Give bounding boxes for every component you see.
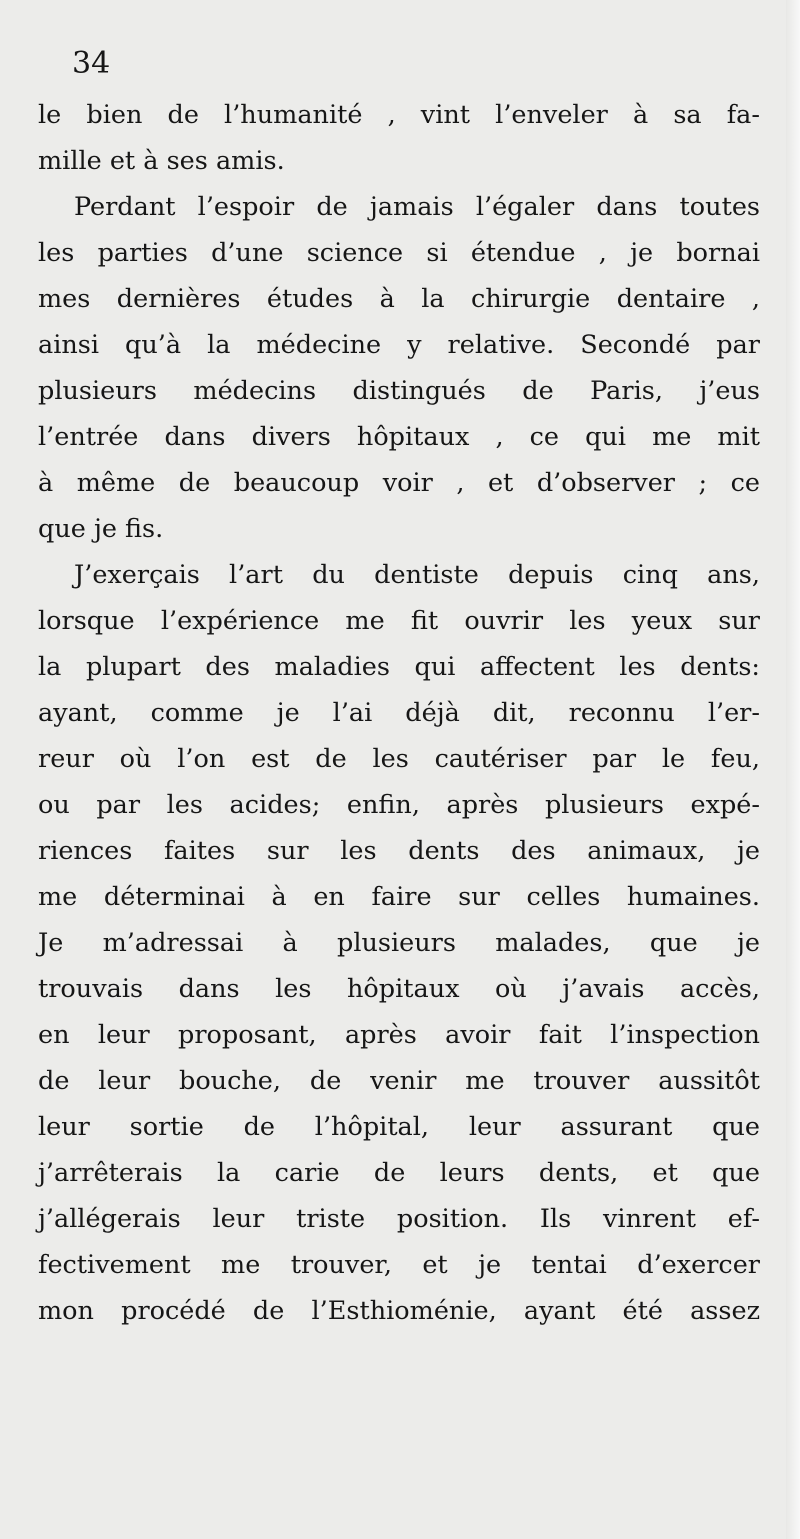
text-line: leur sortie de l’hôpital, leur assurant que bbox=[38, 1112, 760, 1142]
text-line: en leur proposant, après avoir fait l’inspection bbox=[38, 1020, 760, 1050]
text-line: mille et à ses amis. bbox=[38, 146, 285, 176]
text-line: ayant, comme je l’ai déjà dit, reconnu l’er- bbox=[38, 698, 760, 728]
text-line: la plupart des maladies qui affectent les dents: bbox=[38, 652, 760, 682]
text-line: ou par les acides; enfin, après plusieurs expé- bbox=[38, 790, 760, 820]
text-line: les parties d’une science si étendue , je bornai bbox=[38, 238, 760, 268]
text-line: l’entrée dans divers hôpitaux , ce qui me mit bbox=[38, 422, 760, 452]
text-line: j’arrêterais la carie de leurs dents, et que bbox=[38, 1158, 760, 1188]
text-line: lorsque l’expérience me fit ouvrir les yeux sur bbox=[38, 606, 760, 636]
body-text bbox=[38, 92, 760, 1334]
text-line: mes dernières études à la chirurgie dentaire , bbox=[38, 284, 760, 314]
text-line: le bien de l’humanité , vint l’enveler à sa fa- bbox=[38, 100, 760, 130]
text-line: reur où l’on est de les cautériser par le feu, bbox=[38, 744, 760, 774]
text-line: plusieurs médecins distingués de Paris, j’eus bbox=[38, 376, 760, 406]
text-line: Perdant l’espoir de jamais l’égaler dans toutes bbox=[74, 192, 760, 222]
text-line: ainsi qu’à la médecine y relative. Secondé par bbox=[38, 330, 760, 360]
text-line: à même de beaucoup voir , et d’observer ; ce bbox=[38, 468, 760, 498]
text-line: trouvais dans les hôpitaux où j’avais accès, bbox=[38, 974, 760, 1004]
text-line: Je m’adressai à plusieurs malades, que je bbox=[38, 928, 760, 958]
text-line: de leur bouche, de venir me trouver aussitôt bbox=[38, 1066, 760, 1096]
text-line: mon procédé de l’Esthioménie, ayant été assez bbox=[38, 1296, 760, 1326]
text-line: j’allégerais leur triste position. Ils vinrent ef- bbox=[38, 1204, 760, 1234]
page-edge bbox=[786, 0, 800, 1539]
text-line: riences faites sur les dents des animaux, je bbox=[38, 836, 760, 866]
text-line: que je fis. bbox=[38, 514, 164, 544]
text-line: J’exerçais l’art du dentiste depuis cinq ans, bbox=[74, 560, 760, 590]
text-line: fectivement me trouver, et je tentai d’exercer bbox=[38, 1250, 760, 1280]
page-number: 34 bbox=[72, 46, 111, 81]
text-line: me déterminai à en faire sur celles humaines. bbox=[38, 882, 760, 912]
